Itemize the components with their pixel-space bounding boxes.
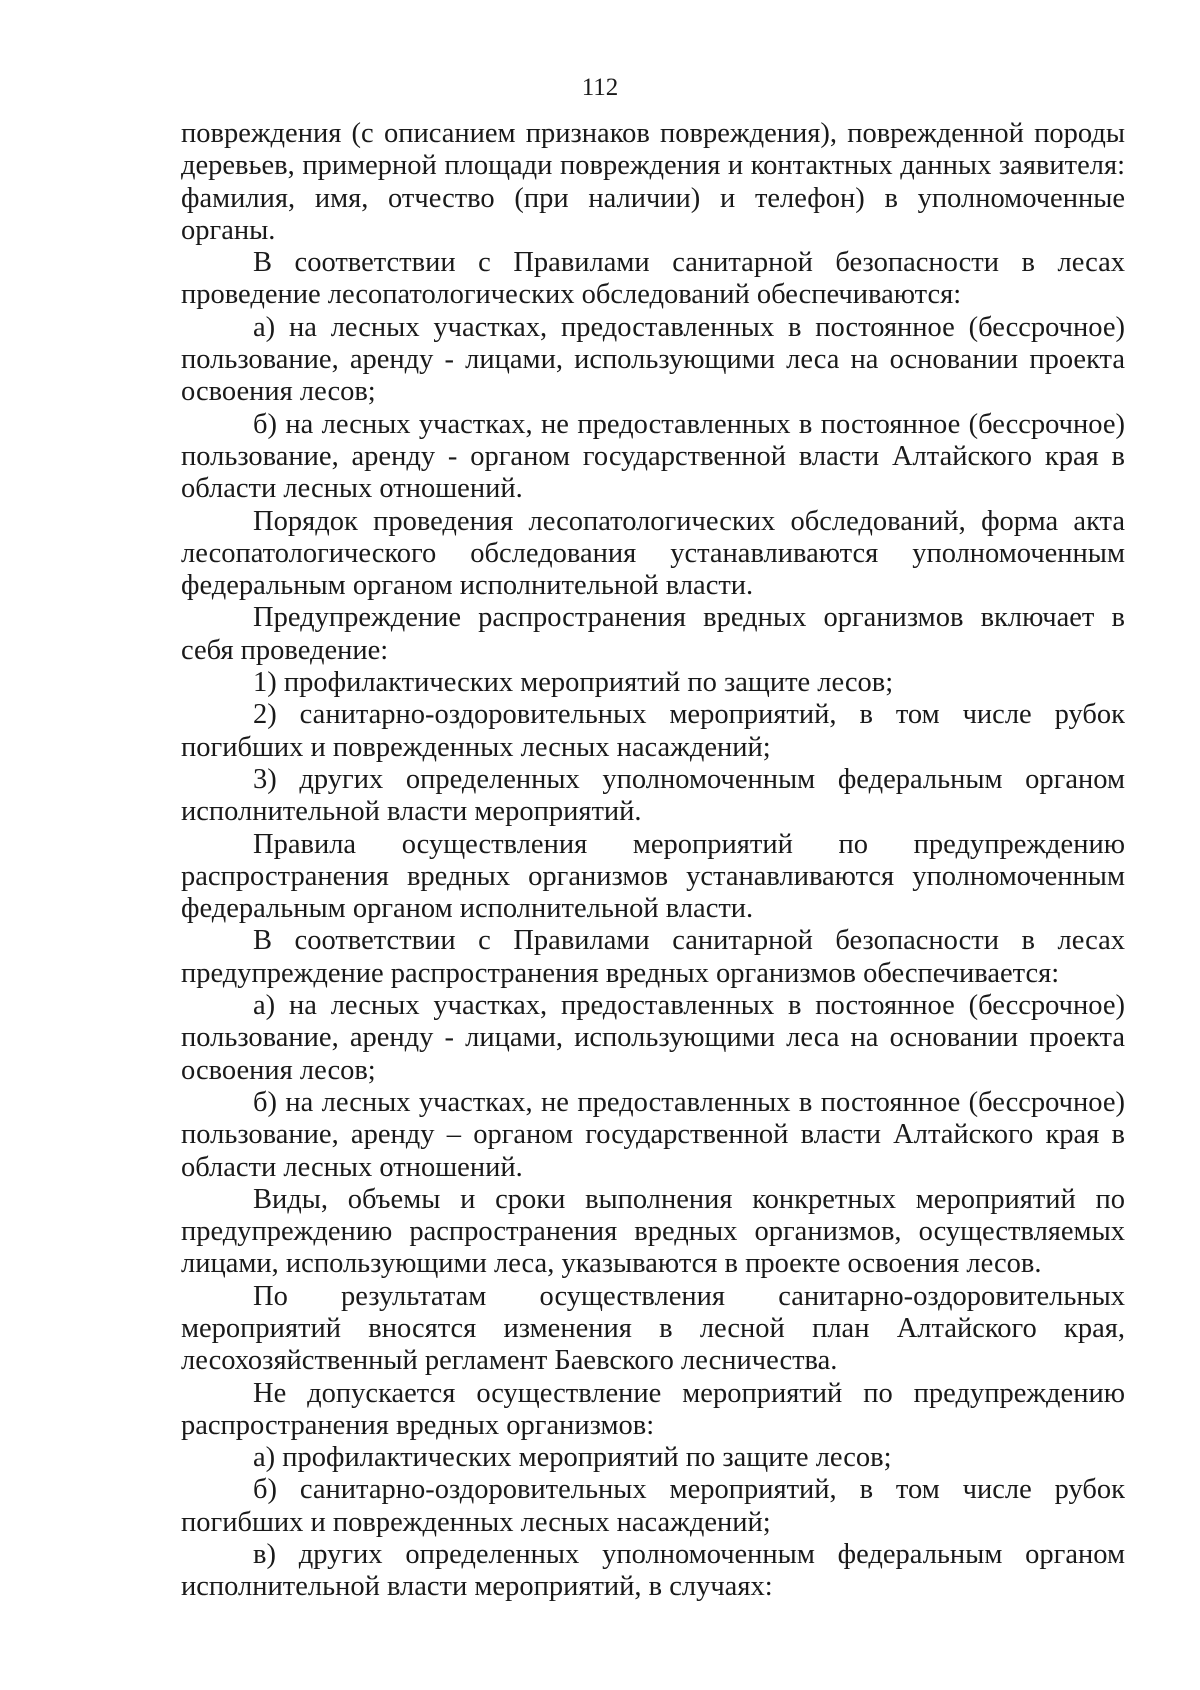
list-item: 3) других определенных уполномоченным федеральным органом исполнительной власти мероприятий. (181, 763, 1125, 828)
paragraph: Порядок проведения лесопатологических обследований, форма акта лесопатологического обследования устанавливаются уполномоченным федеральным органом исполнительной власти. (181, 505, 1125, 602)
paragraph: Предупреждение распространения вредных организмов включает в себя проведение: (181, 602, 1125, 666)
list-item: б) санитарно-оздоровительных мероприятий, в том числе рубок погибших и поврежденных лесных насаждений; (181, 1474, 1125, 1538)
list-item: б) на лесных участках, не предоставленных в постоянное (бессрочное) пользование, аренду - органом государственной власти Алтайского края в области лесных отношений. (181, 408, 1125, 505)
document-body (181, 118, 1125, 1604)
list-item: а) на лесных участках, предоставленных в постоянное (бессрочное) пользование, аренду - лицами, использующими леса на основании проекта освоения лесов; (181, 311, 1125, 408)
paragraph: Правила осуществления мероприятий по предупреждению распространения вредных организмов устанавливаются уполномоченным федеральным органом исполнительной власти. (181, 828, 1125, 925)
list-item: б) на лесных участках, не предоставленных в постоянное (бессрочное) пользование, аренду – органом государственной власти Алтайского края в области лесных отношений. (181, 1086, 1125, 1183)
paragraph: В соответствии с Правилами санитарной безопасности в лесах предупреждение распространения вредных организмов обеспечивается: (181, 925, 1125, 989)
list-item: а) профилактических мероприятий по защите лесов; (253, 1442, 892, 1474)
paragraph: Виды, объемы и сроки выполнения конкретных мероприятий по предупреждению распространения вредных организмов, осуществляемых лицами, использующими леса, указываются в проекте освоения лесов. (181, 1183, 1125, 1280)
paragraph: По результатам осуществления санитарно-оздоровительных мероприятий вносятся изменения в лесной план Алтайского края, лесохозяйственный регламент Баевского лесничества. (181, 1280, 1125, 1377)
paragraph-continuation: повреждения (с описанием признаков повреждения), поврежденной породы деревьев, примерной площади повреждения и контактных данных заявителя: фамилия, имя, отчество (при наличии) и телефон) в уполномоченные органы. (181, 118, 1125, 246)
paragraph: В соответствии с Правилами санитарной безопасности в лесах проведение лесопатологических обследований обеспечиваются: (181, 247, 1125, 311)
paragraph: Не допускается осуществление мероприятий по предупреждению распространения вредных организмов: (181, 1377, 1125, 1441)
list-item: а) на лесных участках, предоставленных в постоянное (бессрочное) пользование, аренду - лицами, использующими леса на основании проекта освоения лесов; (181, 990, 1125, 1086)
list-item: в) других определенных уполномоченным федеральным органом исполнительной власти мероприятий, в случаях: (181, 1539, 1125, 1603)
page-number: 112 (581, 74, 619, 101)
list-item: 1) профилактических мероприятий по защите лесов; (253, 667, 894, 699)
list-item: 2) санитарно-оздоровительных мероприятий, в том числе рубок погибших и поврежденных лесных насаждений; (181, 699, 1125, 763)
